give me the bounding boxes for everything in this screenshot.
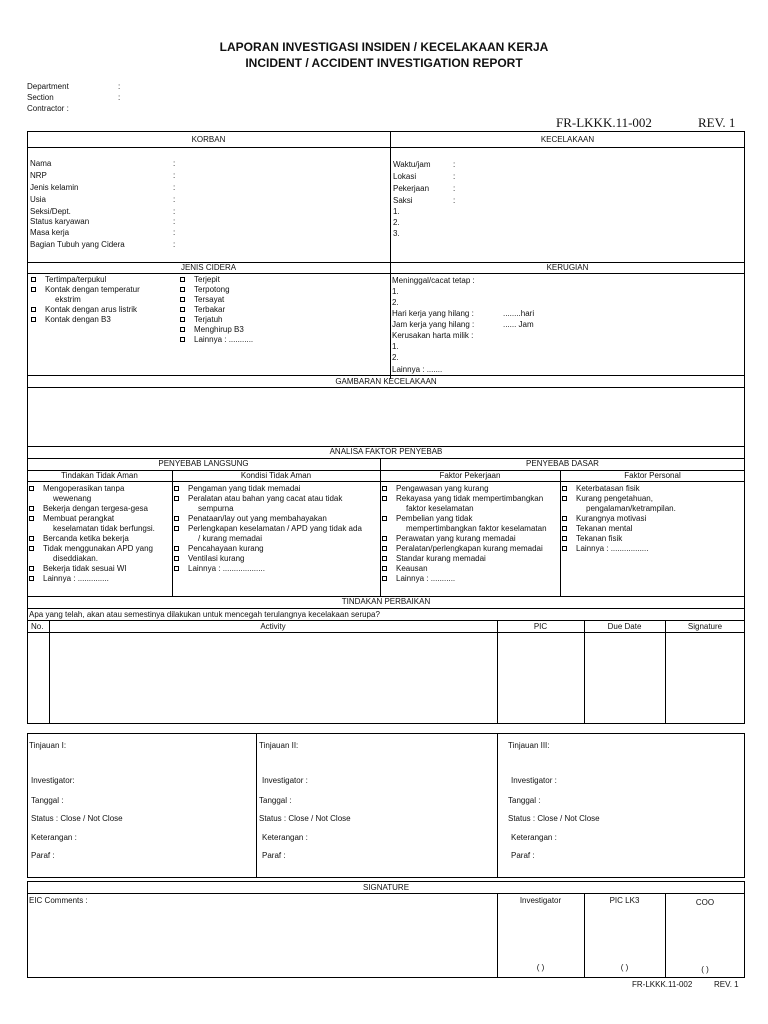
list-item [380,574,547,584]
kerugian-lainnya: Lainnya : ....... [392,365,443,374]
checkbox[interactable] [180,337,185,342]
tindakan-tidak-aman-list [27,484,155,584]
kerugian-number: 1. [392,342,399,351]
checkbox[interactable] [174,496,179,501]
list-item [27,514,155,524]
checkbox[interactable] [174,546,179,551]
tinjauan-2-tanggal: Tanggal : [259,796,292,805]
kondisi-item-label: Pengaman yang tidak memadai [188,484,301,493]
list-item [172,484,362,494]
tinjauan-2-investigator: Investigator : [262,776,308,785]
korban-field-masa-kerja: Masa kerja [30,228,70,237]
list-item [27,544,155,554]
list-item [560,544,676,554]
divider [27,632,745,633]
col-title-pekerjaan: Faktor Pekerjaan [439,471,501,480]
checkbox[interactable] [562,536,567,541]
divider [256,733,257,878]
divider [27,481,745,482]
list-item: Lainnya : ........... [178,335,253,345]
kondisi-item-label: / kurang memadai [198,534,263,543]
pekerjaan-item-label: faktor keselamatan [406,504,474,513]
checkbox[interactable] [180,317,185,322]
divider [584,620,585,724]
checkbox[interactable] [562,546,567,551]
checkbox[interactable] [174,566,179,571]
signature-pic-label: PIC LK3 [609,896,640,905]
divider [27,620,745,621]
kecelakaan-field-lokasi: Lokasi [393,172,417,181]
contractor-label: Contractor : [27,104,69,113]
personal-item-label: Tekanan fisik [576,534,623,543]
kerugian-hari-label: Hari kerja yang hilang : [392,309,474,318]
field-colon: : [453,160,456,169]
list-item [27,554,155,564]
kondisi-item-label: Ventilasi kurang [188,554,245,563]
tindakan-item-label: keselamatan tidak berfungsi. [53,524,155,533]
checkbox[interactable] [31,287,36,292]
checkbox[interactable] [31,277,36,282]
list-item [27,504,155,514]
table-header-signature: Signature [687,622,723,631]
field-colon: : [453,172,456,181]
tindakan-perbaikan-question: Apa yang telah, akan atau semestinya dilakukan untuk mencegah terulangnya kecelakaan serupa? [29,610,380,619]
list-item: Tertimpa/terpukul [29,275,140,285]
tinjauan-3-paraf: Paraf : [511,851,535,860]
list-item [172,554,362,564]
divider [390,131,391,379]
footer-rev: REV. 1 [714,980,739,989]
tinjauan-3-keterangan: Keterangan : [511,833,557,842]
list-item [27,494,155,504]
divider [497,620,498,724]
list-item [560,514,676,524]
personal-item-label: Kurangnya motivasi [576,514,647,523]
list-item [172,514,362,524]
personal-item-label: Keterbatasan fisik [576,484,640,493]
list-item: Kontak dengan B3 [29,315,140,325]
checkbox[interactable] [31,307,36,312]
checkbox[interactable] [174,486,179,491]
divider [27,375,745,376]
divider [27,387,745,388]
kerugian-meninggal: Meninggal/cacat tetap : [392,276,475,285]
checkbox[interactable] [382,566,387,571]
list-item [380,534,547,544]
checkbox[interactable] [180,277,185,282]
pekerjaan-item-label: Peralatan/perlengkapan kurang memadai [396,544,543,553]
list-item [27,574,155,584]
field-colon: : [173,183,176,192]
personal-item-label: Kurang pengetahuan, [576,494,653,503]
checkbox[interactable] [29,546,34,551]
tindakan-item-label: Bekerja dengan tergesa-gesa [43,504,148,513]
penyebab-dasar-heading: PENYEBAB DASAR [526,459,599,468]
tinjauan-2-paraf: Paraf : [262,851,286,860]
col-title-tindakan: Tindakan Tidak Aman [61,471,138,480]
section-colon: : [118,93,121,102]
tinjauan-1-investigator: Investigator: [31,776,75,785]
checkbox[interactable] [382,546,387,551]
kerugian-hari-value: ........hari [503,309,535,318]
kerugian-number: 1. [392,287,399,296]
field-colon: : [173,171,176,180]
kondisi-item-label: Pencahayaan kurang [188,544,264,553]
checkbox[interactable] [29,566,34,571]
list-item: Tersayat [178,295,253,305]
list-item [172,564,362,574]
checkbox[interactable] [180,327,185,332]
list-item [380,544,547,554]
divider [665,620,666,724]
tinjauan-3-tanggal: Tanggal : [508,796,541,805]
jenis-cidera-list-2 [178,275,253,345]
list-item [172,494,362,504]
kecelakaan-field-saksi: Saksi [393,196,413,205]
tinjauan-1-paraf: Paraf : [31,851,55,860]
saksi-number: 2. [393,218,400,227]
list-item [172,534,362,544]
tindakan-item-label: Bekerja tidak sesuai WI [43,564,127,573]
field-colon: : [453,196,456,205]
divider [497,733,498,878]
korban-heading: KORBAN [191,135,226,144]
kondisi-item-label: sempurna [198,504,234,513]
list-item [560,504,676,514]
checkbox[interactable] [382,576,387,581]
kerugian-jam-value: ...... Jam [503,320,534,329]
list-item [560,494,676,504]
list-item [380,484,547,494]
kerugian-heading: KERUGIAN [546,263,589,272]
kondisi-item-label: Penataan/lay out yang membahayakan [188,514,327,523]
gambaran-heading: GAMBARAN KECELAKAAN [335,377,437,386]
list-item [380,514,547,524]
footer-form-code: FR-LKKK.11-002 [632,980,693,989]
signature-heading: SIGNATURE [362,883,410,892]
tindakan-item-label: Membuat perangkat [43,514,115,523]
checkbox[interactable] [382,496,387,501]
kerugian-kerusakan: Kerusakan harta milik : [392,331,474,340]
table-header-due-date: Due Date [607,622,642,631]
saksi-number: 1. [393,207,400,216]
pekerjaan-item-label: Pengawasan yang kurang [396,484,489,493]
checkbox[interactable] [174,556,179,561]
list-item [27,484,155,494]
list-item [560,484,676,494]
checkbox[interactable] [562,516,567,521]
list-item [560,524,676,534]
tinjauan-2-keterangan: Keterangan : [262,833,308,842]
signature-investigator-label: Investigator [519,896,562,905]
tinjauan-2-status: Status : Close / Not Close [259,814,351,823]
tindakan-item-label: Bercanda ketika bekerja [43,534,129,543]
list-item [27,564,155,574]
penyebab-langsung-heading: PENYEBAB LANGSUNG [158,459,249,468]
personal-item-label: Lainnya : ................. [576,544,649,553]
korban-field-nama: Nama [30,159,52,168]
main-form-frame [27,131,745,724]
kondisi-item-label: Peralatan atau bahan yang cacat atau tidak [188,494,343,503]
checkbox[interactable] [29,576,34,581]
kerugian-jam-label: Jam kerja yang hilang : [392,320,475,329]
list-item [380,564,547,574]
kondisi-item-label: Perlengkapan keselamatan / APD yang tidak ada [188,524,362,533]
tindakan-item-label: Lainnya : .............. [43,574,109,583]
pekerjaan-item-label: Pembelian yang tidak [396,514,473,523]
field-colon: : [173,217,176,226]
divider [49,620,50,724]
checkbox[interactable] [562,526,567,531]
checkbox[interactable] [174,526,179,531]
list-item [27,524,155,534]
checkbox[interactable] [180,307,185,312]
list-item: Terjatuh [178,315,253,325]
tindakan-item-label: diseddiakan. [53,554,98,563]
korban-field-bagian-tubuh: Bagian Tubuh yang Cidera [30,240,125,249]
field-colon: : [173,207,176,216]
form-code: FR-LKKK.11-002 [556,115,652,130]
table-header-pic: PIC [533,622,548,631]
field-colon: : [173,228,176,237]
field-colon: : [173,240,176,249]
kondisi-tidak-aman-list [172,484,362,574]
tinjauan-1-keterangan: Keterangan : [31,833,77,842]
pekerjaan-item-label: Perawatan yang kurang memadai [396,534,516,543]
department-colon: : [118,82,121,91]
checkbox[interactable] [562,486,567,491]
col-title-kondisi: Kondisi Tidak Aman [240,471,312,480]
list-item [27,534,155,544]
checkbox[interactable] [382,536,387,541]
kerugian-number: 2. [392,298,399,307]
personal-item-label: pengalaman/ketrampilan. [586,504,676,513]
signature-coo-name: ( ) [701,965,709,974]
analisa-heading: ANALISA FAKTOR PENYEBAB [329,447,443,456]
tindakan-perbaikan-heading: TINDAKAN PERBAIKAN [341,597,431,606]
list-item: Kontak dengan arus listrik [29,305,140,315]
tindakan-item-label: Mengoperasikan tanpa [43,484,125,493]
korban-field-seksi: Seksi/Dept. [30,207,71,216]
tinjauan-3-investigator: Investigator : [511,776,557,785]
list-item: Menghirup B3 [178,325,253,335]
checkbox[interactable] [174,516,179,521]
checkbox[interactable] [562,496,567,501]
pekerjaan-item-label: Standar kurang memadai [396,554,486,563]
field-colon: : [453,184,456,193]
tinjauan-frame [27,733,745,878]
kerugian-number: 2. [392,353,399,362]
signature-pic-name: ( ) [620,963,629,972]
table-header-activity: Activity [260,622,286,631]
list-item: Terbakar [178,305,253,315]
pekerjaan-item-label: Keausan [396,564,428,573]
field-colon: : [173,159,176,168]
divider [27,893,745,894]
jenis-cidera-list-1 [29,275,140,325]
pekerjaan-item-label: mempertimbangkan faktor keselamatan [406,524,547,533]
list-item: ekstrim [55,295,81,304]
signature-coo-label: COO [695,898,715,907]
list-item: Kontak dengan temperatur [29,285,140,295]
faktor-pekerjaan-list [380,484,547,584]
checkbox[interactable] [29,486,34,491]
col-title-personal: Faktor Personal [624,471,681,480]
korban-field-nrp: NRP [30,171,47,180]
kecelakaan-field-waktu: Waktu/jam [393,160,431,169]
tinjauan-2-title: Tinjauan II: [259,741,299,750]
jenis-cidera-heading: JENIS CIDERA [180,263,237,272]
checkbox[interactable] [382,516,387,521]
checkbox[interactable] [180,297,185,302]
checkbox[interactable] [29,516,34,521]
checkbox[interactable] [31,317,36,322]
korban-field-jenis-kelamin: Jenis kelamin [30,183,79,192]
report-title-en: INCIDENT / ACCIDENT INVESTIGATION REPORT [245,56,523,70]
divider [27,273,745,274]
form-rev: REV. 1 [698,115,736,130]
department-label: Department [27,82,69,91]
tinjauan-1-title: Tinjauan I: [29,741,67,750]
report-title-id: LAPORAN INVESTIGASI INSIDEN / KECELAKAAN KERJA [219,40,549,54]
kondisi-item-label: Lainnya : ................... [188,564,265,573]
tinjauan-1-status: Status : Close / Not Close [31,814,123,823]
tindakan-item-label: Tidak menggunakan APD yang [43,544,153,553]
section-label: Section [27,93,54,102]
korban-field-usia: Usia [30,195,47,204]
checkbox[interactable] [29,536,34,541]
checkbox[interactable] [29,506,34,511]
pekerjaan-item-label: Rekayasa yang tidak mempertimbangkan [396,494,544,503]
list-item [380,554,547,564]
list-item [560,534,676,544]
list-item [172,504,362,514]
personal-item-label: Tekanan mental [576,524,633,533]
divider [27,608,745,609]
checkbox[interactable] [382,486,387,491]
checkbox[interactable] [180,287,185,292]
tinjauan-1-tanggal: Tanggal : [31,796,64,805]
list-item [172,544,362,554]
tinjauan-3-title: Tinjauan III: [508,741,550,750]
pekerjaan-item-label: Lainnya : ........... [396,574,456,583]
list-item [172,524,362,534]
korban-field-status: Status karyawan [30,217,90,226]
tinjauan-3-status: Status : Close / Not Close [508,814,600,823]
list-item: Terjepit [178,275,253,285]
divider [27,147,745,148]
faktor-personal-list [560,484,676,554]
list-item: Terpotong [178,285,253,295]
tindakan-item-label: wewenang [53,494,92,503]
field-colon: : [173,195,176,204]
kecelakaan-heading: KECELAKAAN [540,135,595,144]
table-header-no: No. [31,622,44,631]
eic-comments-label: EIC Comments : [29,896,88,905]
checkbox[interactable] [382,556,387,561]
signature-investigator-name: ( ) [536,963,545,972]
kecelakaan-field-pekerjaan: Pekerjaan [393,184,430,193]
list-item [380,504,547,514]
list-item [380,494,547,504]
list-item [380,524,547,534]
saksi-number: 3. [393,229,400,238]
